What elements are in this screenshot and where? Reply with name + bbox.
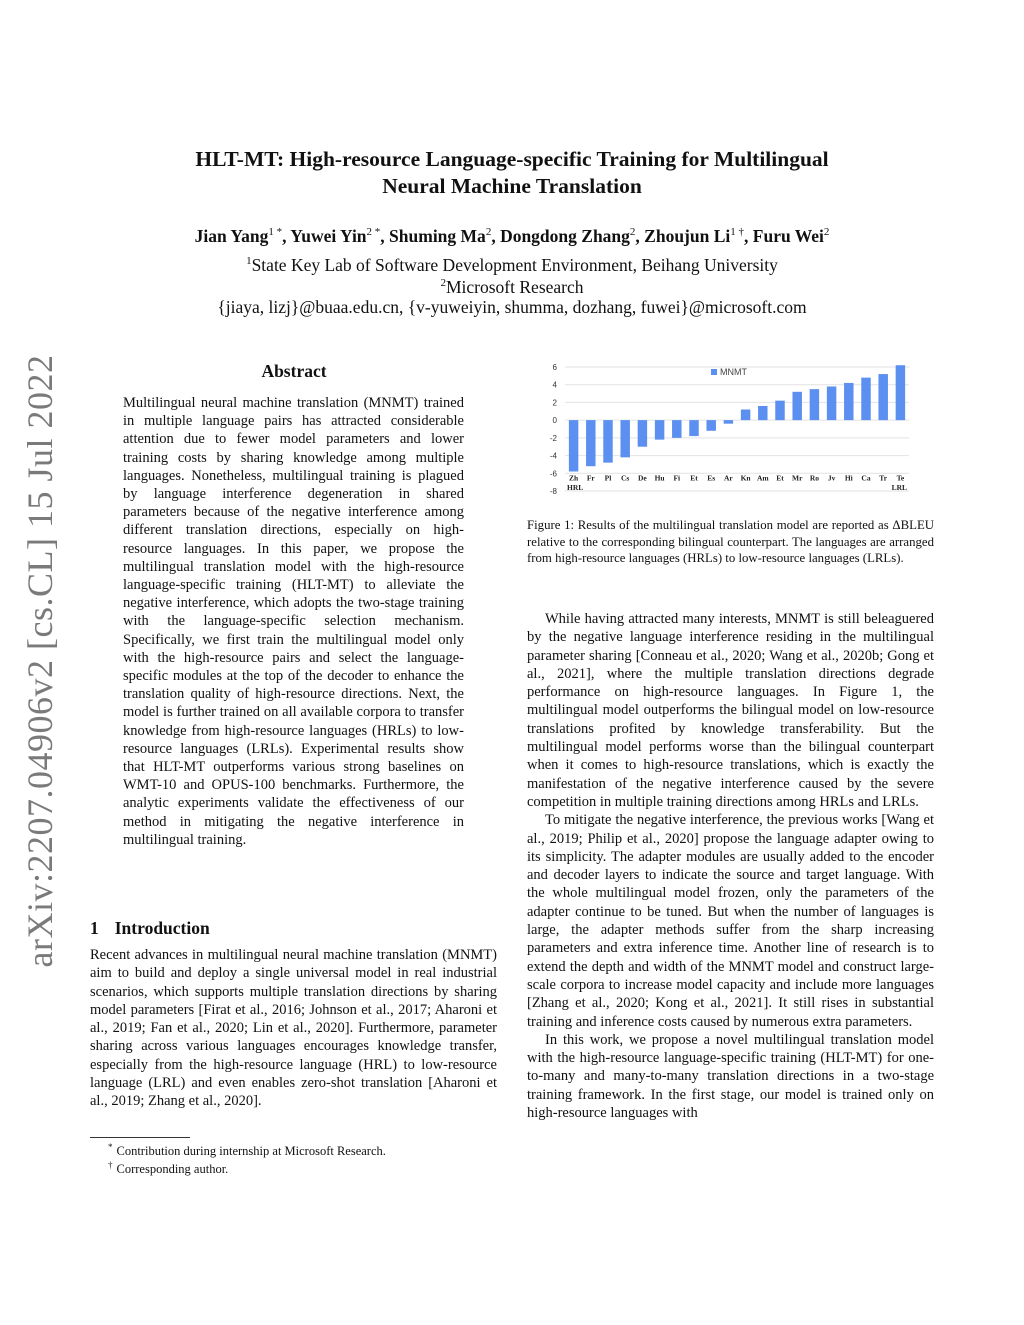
y-tick-label: -2: [549, 433, 557, 443]
x-tick-label: Am: [756, 473, 769, 483]
affiliation-1: $^1$State Key Lab of Software Development Environment, Beihang University: [246, 255, 778, 275]
x-tick-label: Pl: [604, 473, 612, 483]
abstract-heading: Abstract: [261, 361, 327, 381]
section-title: Introduction: [114, 918, 210, 938]
y-tick-label: 6: [552, 363, 557, 372]
y-tick-label: 4: [552, 380, 557, 390]
x-label-lrl: LRL: [891, 483, 907, 493]
bar: [620, 420, 629, 457]
author: Furu Wei$^2$: [752, 226, 830, 246]
author: Zhoujun $Li^{1 \dagger}$: [644, 226, 745, 246]
bar: [638, 420, 647, 447]
x-tick-label: Es: [707, 473, 716, 483]
bar: [810, 389, 819, 420]
bar: [655, 420, 664, 439]
author: Yuwei Yin$^{2 *}$: [290, 226, 381, 246]
legend-swatch: [711, 369, 717, 375]
figure-1-caption: Figure 1: Results of the multilingual translation model are reported as ΔBLEU relative to the corresponding bilingual counterpart. The languages are arranged from high-resource languages (HRLs) to low-resource languages (LRLs).: [527, 518, 934, 565]
intro-paragraph-1: Recent advances in multilingual neural machine translation (MNMT) aim to build and deploy a single universal model in real industrial scenarios, which supports multiple translation directions by sharing model parameters [Firat et al., 2016; Johnson et al., 2017; Aharoni et al., 2019; Fan et al., 2020; Lin et al., 2020]. Furthermore, parameter sharing across various languages encourages knowledge transfer, especially from the high-resource language (HRL) to low-resource language (LRL) and even enables zero-shot translation [Aharoni et al., 2019; Zhang et al., 2020].: [90, 947, 497, 1110]
affiliation-2: $^2$Microsoft Research: [440, 277, 584, 297]
x-tick-label: Hu: [654, 473, 665, 483]
title-line-2: Neural Machine Translation: [382, 174, 642, 198]
y-tick-label: -8: [549, 487, 557, 496]
x-tick-label: Te: [896, 473, 905, 483]
title-line-1: HLT-MT: High-resource Language-specific Training for Multilingual: [195, 147, 829, 171]
x-label-hrl: HRL: [567, 483, 584, 493]
author: Dongdong Zhang$^2$: [500, 226, 636, 246]
y-tick-label: -4: [549, 451, 557, 461]
x-tick-label: Tr: [879, 473, 888, 483]
bar: [724, 420, 733, 424]
bar: [569, 420, 578, 471]
bar: [586, 420, 595, 466]
bar: [792, 392, 801, 420]
intro-paragraph-3: To mitigate the negative interference, the previous works [Wang et al., 2019; Philip et al., 2020] propose the language adapter owing to its simplicity. The adapter modules are usually added to the encoder and decoder layers to indicate the source and target language. With the whole multilingual model frozen, only the parameters of the adapter continue to be tuned. But when the number of languages is large, the adapter methods suffer from the sharp increasing parameters and extra inference time. Another line of research is to extend the depth and width of the MNMT model and construct large-scale corpora to increase model capacity and include more languages [Zhang et al., 2020; Kong et al., 2021]. It still rises in substantial training and inference costs caused by numerous extra parameters.: [527, 812, 934, 1030]
bar: [706, 420, 715, 431]
x-tick-label: Ro: [809, 473, 819, 483]
x-tick-label: Fi: [673, 473, 681, 483]
bar: [672, 420, 681, 438]
x-tick-label: Hi: [844, 473, 853, 483]
bar: [603, 420, 612, 463]
y-tick-label: 0: [552, 416, 557, 426]
bar: [775, 401, 784, 420]
intro-right-column: [527, 610, 934, 1122]
arxiv-stamp: arXiv:2207.04906v2 [cs.CL] 15 Jul 2022: [20, 354, 60, 968]
x-tick-label: Ar: [724, 473, 733, 483]
footnote-2: † Corresponding author.: [108, 1160, 229, 1177]
author-emails: {jiaya, lizj}@buaa.edu.cn, {v-yuweiyin, shumma, dozhang, fuwei}@microsoft.com: [217, 297, 807, 317]
y-tick-label: -6: [549, 469, 557, 479]
x-tick-label: Et: [690, 473, 698, 483]
x-tick-label: Zh: [569, 473, 579, 483]
paper-title: [100, 146, 924, 200]
intro-paragraph-2: While having attracted many interests, MNMT is still beleaguered by the negative language interference residing in the multilingual parameter sharing [Conneau et al., 2020; Wang et al., 2020b; Gong et al., 2021], where the multiple translation directions degrade performance on high-resource languages. In Figure 1, the multilingual model outperforms the bilingual model on low-resource translations profited by knowledge transferability. But the multilingual model performs worse than the bilingual counterpart when it comes to high-resource translations, which is exactly the manifestation of the negative interference caused by the severe competition in multiple training directions among HRLs and LRLs.: [527, 611, 934, 810]
footnote-rule: [90, 1137, 190, 1138]
bar: [878, 374, 887, 420]
x-tick-label: Mr: [791, 473, 803, 483]
footnote-1: * Contribution during internship at Microsoft Research.: [108, 1142, 386, 1159]
x-tick-label: Et: [776, 473, 784, 483]
abstract-body: Multilingual neural machine translation (MNMT) trained in multiple language pairs has attracted considerable attention due to fewer model parameters and lower training costs by sharing knowledge among multiple languages. Nonetheless, multilingual training is plagued by language interference degeneration in shared parameters because of the negative interference among different translation directions, especially on high-resource languages. In this paper, we propose the multilingual translation model with the high-resource language-specific training (HLT-MT) to alleviate the negative interference, which adopts the two-stage training with the language-specific selection mechanism. Specifically, we first train the multilingual model only with the high-resource pairs and select the language-specific modules at the top of the decoder to enhance the translation quality of high-resource directions. Next, the model is further trained on all available corpora to transfer knowledge from high-resource languages (HRLs) to low-resource languages (LRLs). Experimental results show that HLT-MT outperforms various strong baselines on WMT-10 and OPUS-100 benchmarks. Furthermore, the analytic experiments validate the effectiveness of our method in mitigating the negative interference in multilingual training.: [123, 395, 464, 848]
x-tick-label: Ca: [861, 473, 871, 483]
bar: [861, 378, 870, 421]
figure-1-bar-chart: [527, 358, 917, 508]
y-tick-label: 2: [552, 398, 557, 408]
bar: [689, 420, 698, 436]
x-tick-label: Kn: [740, 473, 751, 483]
bar: [827, 386, 836, 420]
author: Shuming Ma$^2$: [389, 226, 492, 246]
x-tick-label: Jv: [827, 473, 836, 483]
bar: [741, 410, 750, 421]
section-number: 1: [90, 918, 99, 938]
x-tick-label: Fr: [586, 473, 595, 483]
bar: [758, 406, 767, 420]
author: Jian Yang$^{1 *}$: [194, 226, 283, 246]
section-heading-introduction: [90, 918, 210, 939]
legend-label: MNMT: [720, 367, 747, 377]
bar: [896, 365, 905, 420]
bar: [844, 383, 853, 420]
author-list: Jian Yang$^{1 *}$, Yuwei Yin$^{2 *}$, Shuming Ma$^2$, Dongdong Zhang$^2$, Zhoujun $Li^{1 \dagger}$, Furu Wei$^2$: [194, 226, 830, 246]
x-tick-label: De: [638, 473, 647, 483]
intro-paragraph-4: In this work, we propose a novel multilingual translation model with the high-resource language-specific training (HLT-MT) for one-to-many and many-to-many translation directions in a two-stage training framework. In the first stage, our model is trained only on high-resource languages with: [527, 1031, 934, 1122]
x-tick-label: Cs: [621, 473, 630, 483]
